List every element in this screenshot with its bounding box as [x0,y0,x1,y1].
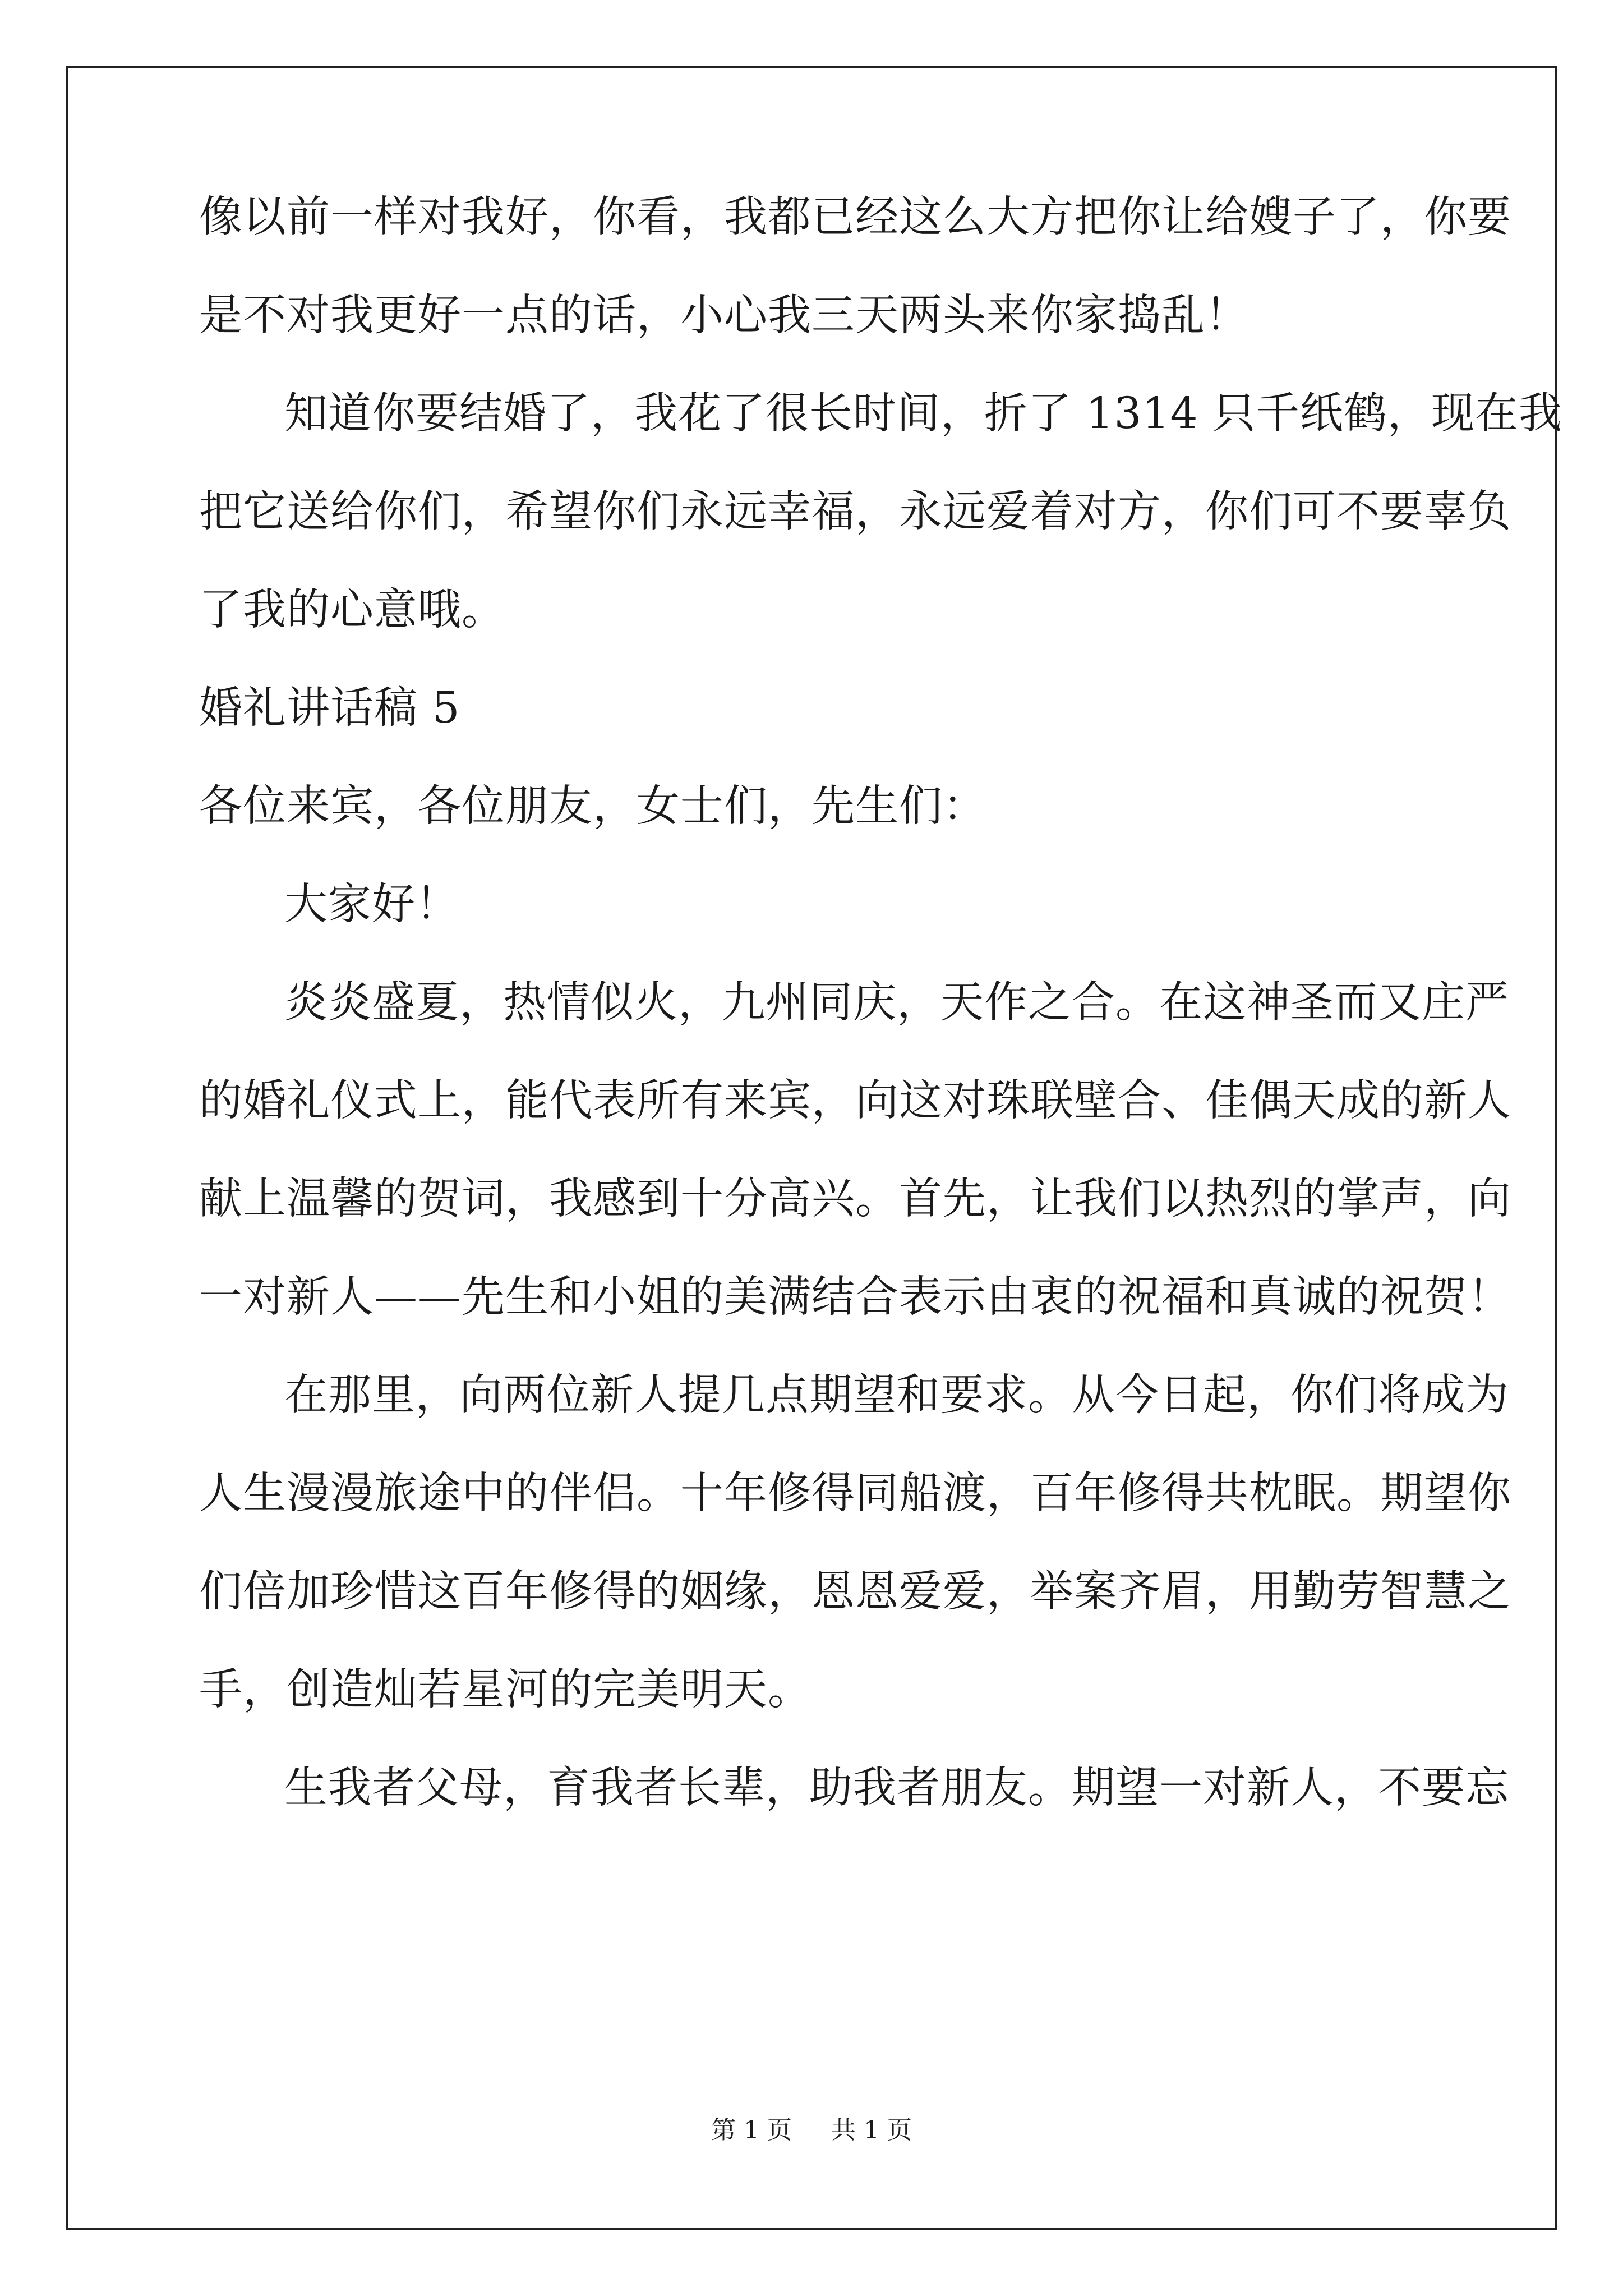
text-line: 一对新人——先生和小姐的美满结合表示由衷的祝福和真诚的祝贺！ [199,1272,1511,1322]
section-heading: 婚礼讲话稿 5 [199,683,460,733]
page-number: 第 1 页 [711,2116,792,2145]
text-line: 手，创造灿若星河的完美明天。 [199,1665,811,1715]
text-line: 像以前一样对我好，你看，我都已经这么大方把你让给嫂子了，你要 [199,192,1511,242]
page-footer [0,2114,1623,2147]
text-line: 是不对我更好一点的话，小心我三天两头来你家捣乱！ [199,291,1249,341]
text-line: 们倍加珍惜这百年修得的姻缘，恩恩爱爱，举案齐眉，用勤劳智慧之 [199,1567,1511,1617]
text-line: 的婚礼仪式上，能代表所有来宾，向这对珠联壁合、佳偶天成的新人 [199,1076,1511,1126]
page-total: 共 1 页 [831,2116,912,2145]
document-body [199,168,1562,1837]
paragraph-start-line: 在那里，向两位新人提几点期望和要求。从今日起，你们将成为 [284,1370,1509,1420]
paragraph-start-line: 知道你要结婚了，我花了很长时间，折了 1314 只千纸鹤，现在我 [284,389,1562,439]
text-line: 献上温馨的贺词，我感到十分高兴。首先，让我们以热烈的掌声，向 [199,1174,1511,1224]
greeting-line: 大家好！ [284,880,459,930]
salutation-line: 各位来宾，各位朋友，女士们，先生们： [199,781,986,831]
text-line: 把它送给你们，希望你们永远幸福，永远爱着对方，你们可不要辜负 [199,487,1511,537]
text-line: 了我的心意哦。 [199,585,505,635]
paragraph-start-line: 炎炎盛夏，热情似火，九州同庆，天作之合。在这神圣而又庄严 [284,978,1509,1028]
paragraph-start-line: 生我者父母，育我者长辈，助我者朋友。期望一对新人，不要忘 [284,1763,1509,1813]
text-line: 人生漫漫旅途中的伴侣。十年修得同船渡，百年修得共枕眠。期望你 [199,1469,1511,1519]
